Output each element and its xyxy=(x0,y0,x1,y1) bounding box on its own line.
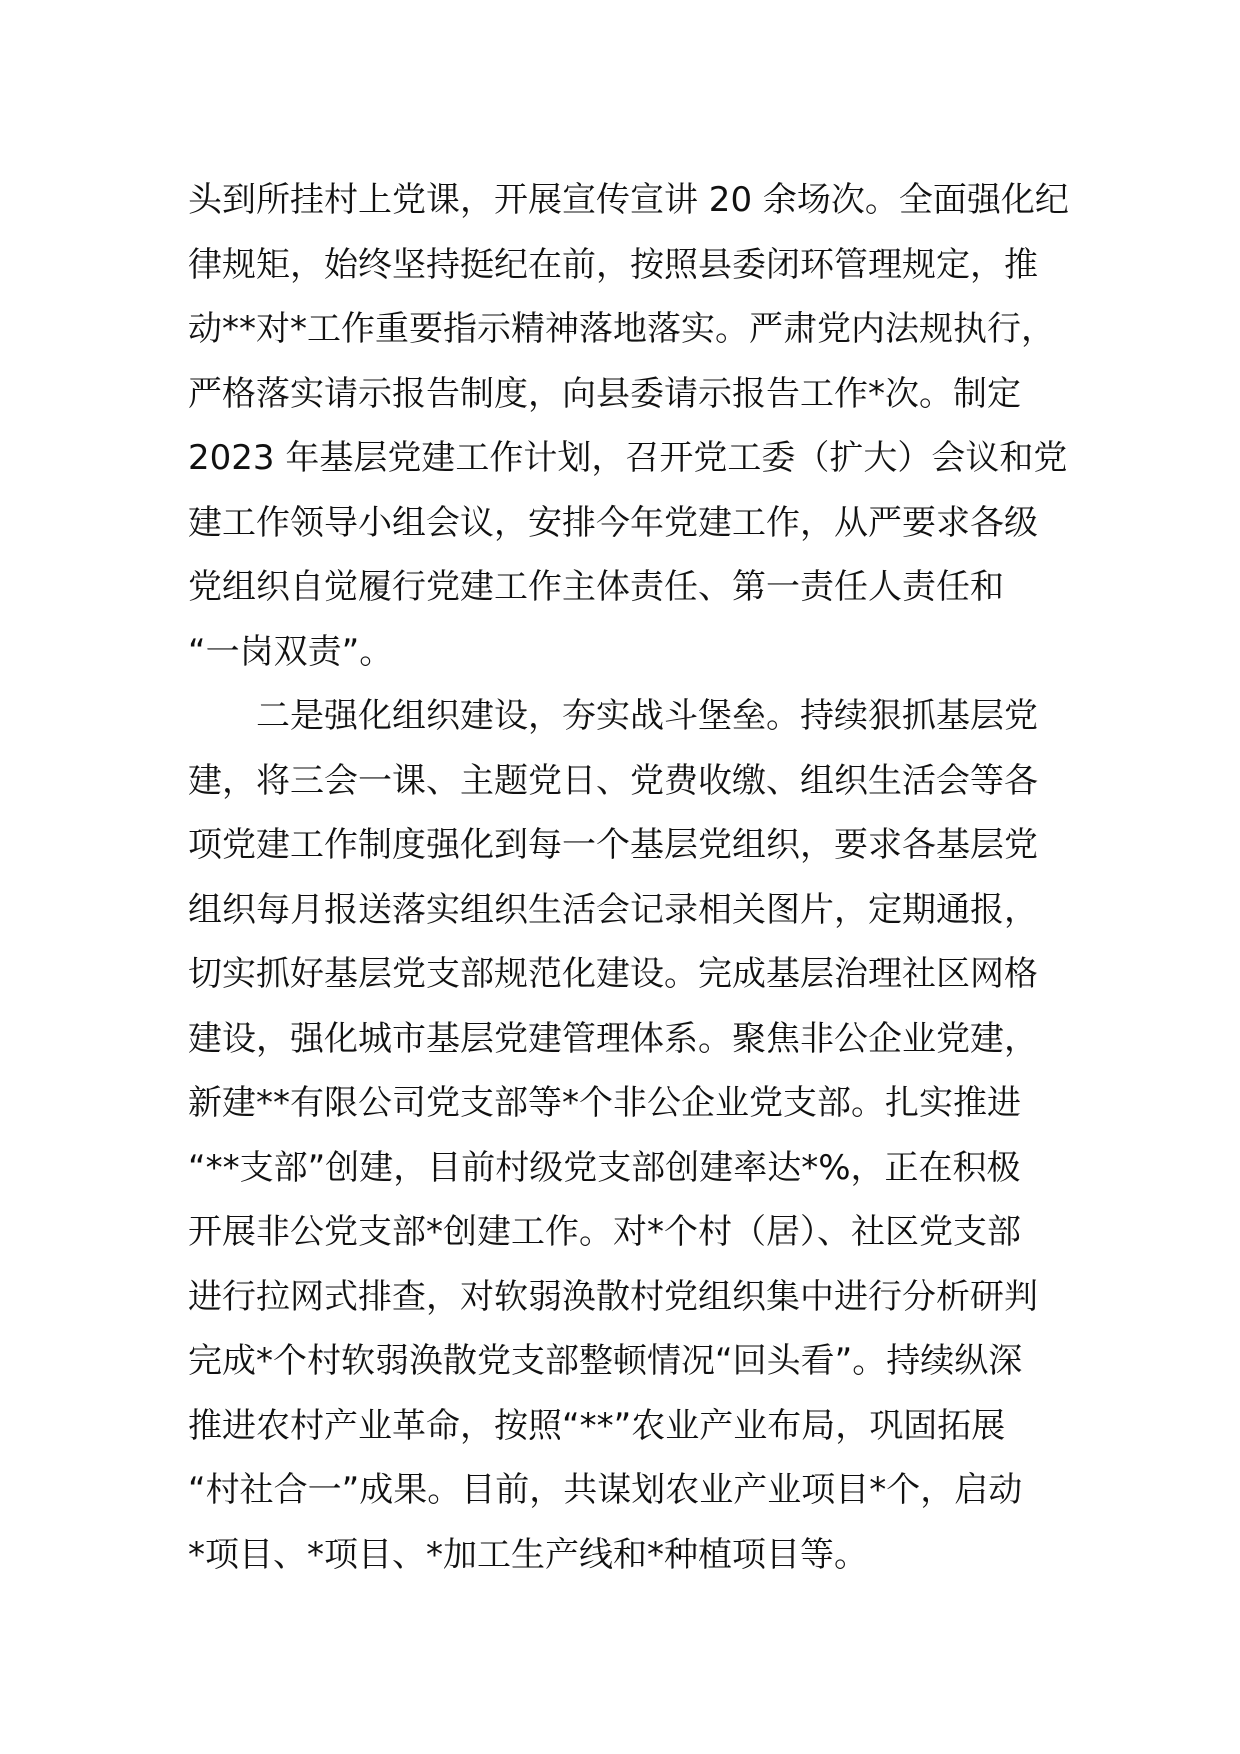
text-line: 建工作领导小组会议，安排今年党建工作，从严要求各级 xyxy=(188,502,1038,543)
text-line: 推进农村产业革命，按照“**”农业产业布局，巩固拓展 xyxy=(188,1405,1006,1446)
paragraph-2 xyxy=(188,684,1058,1587)
text-line: 严格落实请示报告制度，向县委请示报告工作*次。制定 xyxy=(188,373,1021,414)
text-line: “一岗双责”。 xyxy=(188,631,394,672)
text-line: 党组织自觉履行党建工作主体责任、第一责任人责任和 xyxy=(188,567,1004,607)
text-line: 建设，强化城市基层党建管理体系。聚焦非公企业党建， xyxy=(188,1018,1038,1059)
paragraph-1 xyxy=(188,168,1069,684)
text-line: “村社合一”成果。目前，共谋划农业产业项目*个，启动 xyxy=(188,1470,1023,1510)
text-line: 开展非公党支部*创建工作。对*个村（居）、社区党支部 xyxy=(188,1212,1021,1252)
text-line: 建，将三会一课、主题党日、党费收缴、组织生活会等各 xyxy=(188,760,1038,801)
text-line: 律规矩，始终坚持挺纪在前，按照县委闭环管理规定，推 xyxy=(188,244,1038,285)
text-line: 动**对*工作重要指示精神落地落实。严肃党内法规执行， xyxy=(188,309,1055,349)
text-line: 新建**有限公司党支部等*个非公企业党支部。扎实推进 xyxy=(188,1083,1021,1123)
text-line: 组织每月报送落实组织生活会记录相关图片，定期通报， xyxy=(188,889,1038,930)
text-line: 进行拉网式排查，对软弱涣散村党组织集中进行分析研判 xyxy=(188,1276,1038,1317)
text-line: *项目、*项目、*加工生产线和*种植项目等。 xyxy=(188,1534,868,1575)
text-line: “**支部”创建，目前村级党支部创建率达*%，正在积极 xyxy=(188,1147,1021,1188)
document-body xyxy=(188,168,1069,1587)
text-line: 2023 年基层党建工作计划，召开党工委（扩大）会议和党 xyxy=(188,438,1068,478)
text-line: 项党建工作制度强化到每一个基层党组织，要求各基层党 xyxy=(188,825,1038,865)
text-line: 切实抓好基层党支部规范化建设。完成基层治理社区网格 xyxy=(188,954,1038,994)
text-line: 二是强化组织建设，夯实战斗堡垒。持续狠抓基层党 xyxy=(256,696,1038,736)
text-line: 头到所挂村上党课，开展宣传宣讲 20 余场次。全面强化纪 xyxy=(188,180,1069,220)
text-line: 完成*个村软弱涣散党支部整顿情况“回头看”。持续纵深 xyxy=(188,1341,1023,1381)
